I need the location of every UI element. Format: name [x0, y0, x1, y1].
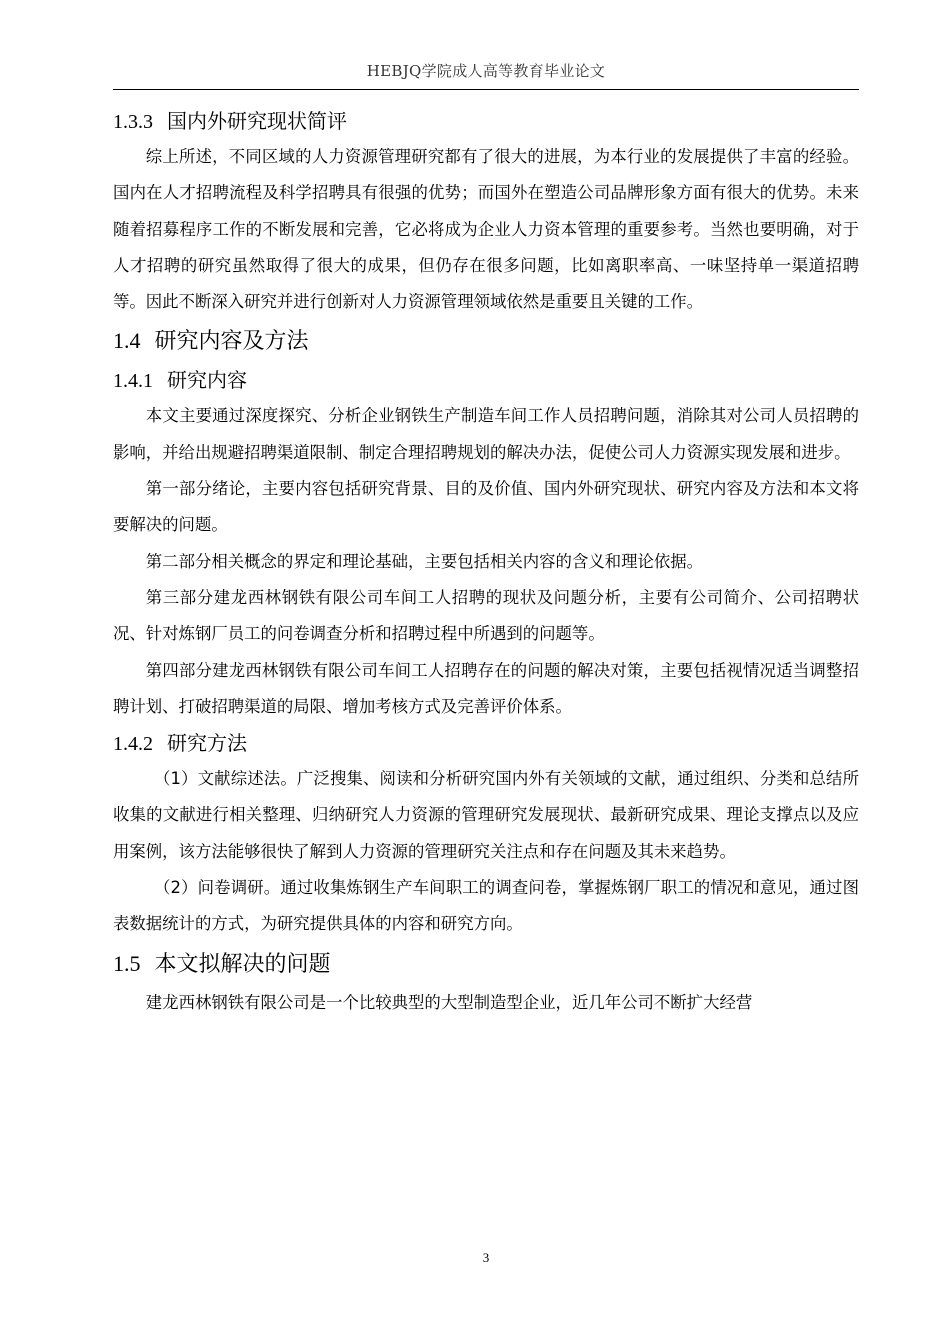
page-body — [113, 103, 859, 1021]
section-number: 1.3.3 — [113, 111, 153, 133]
method-item-paragraph: （2）问卷调研。通过收集炼钢生产车间职工的调查问卷，掌握炼钢厂职工的情况和意见，通过图表数据统计的方式，为研究提供具体的内容和研究方向。 — [113, 878, 859, 934]
paragraph: 第三部分建龙西林钢铁有限公司车间工人招聘的现状及问题分析，主要有公司简介、公司招聘状况、针对炼钢厂员工的问卷调查分析和招聘过程中所遇到的问题等。 — [113, 587, 859, 644]
section-heading-1-5 — [113, 943, 859, 985]
section-heading-1-4-1 — [113, 362, 859, 398]
section-heading-1-4 — [113, 320, 859, 362]
section-title: 国内外研究现状简评 — [167, 109, 347, 133]
section-heading-1-4-2 — [113, 725, 859, 761]
paragraph: 第二部分相关概念的界定和理论基础，主要包括相关内容的含义和理论依据。 — [145, 551, 704, 571]
section-title: 研究方法 — [167, 731, 247, 756]
section-number: 1.4.1 — [113, 370, 153, 393]
section-title: 本文拟解决的问题 — [154, 951, 331, 977]
method-item-paragraph: （1）文献综述法。广泛搜集、阅读和分析研究国内外有关领域的文献，通过组织、分类和总结所收集的文献进行相关整理、归纳研究人力资源的管理研究发展现状、最新研究成果、理论支撑点以及应用案例，该方法能够很快了解到人力资源的管理研究关注点和存在问题及其未来趋势。 — [113, 769, 859, 861]
paragraph: 第一部分绪论，主要内容包括研究背景、目的及价值、国内外研究现状、研究内容及方法和本文将要解决的问题。 — [113, 479, 859, 535]
section-number: 1.4 — [113, 328, 141, 354]
section-title: 研究内容及方法 — [154, 329, 309, 355]
section-heading-1-3-3 — [113, 103, 859, 139]
section-number: 1.4.2 — [113, 733, 153, 756]
paragraph: 本文主要通过深度探究、分析企业钢铁生产制造车间工作人员招聘问题，消除其对公司人员招聘的影响，并给出规避招聘渠道限制、制定合理招聘规划的解决办法，促使公司人力资源实现发展和进步。 — [113, 406, 859, 462]
section-number: 1.5 — [113, 950, 141, 976]
header-rule — [113, 89, 859, 90]
paragraph: 综上所述，不同区域的人力资源管理研究都有了很大的进展，为本行业的发展提供了丰富的经验。国内在人才招聘流程及科学招聘具有很强的优势；而国外在塑造公司品牌形象方面有很大的优势。未来随着招募程序工作的不断发展和完善，它必将成为企业人力资本管理的重要参考。当然也要明确，对于人才招聘的研究虽然取得了很大的成果，但仍存在很多问题，比如离职率高、一味坚持单一渠道招聘等。因此不断深入研究并进行创新对人力资源管理领域依然是重要且关键的工作。 — [113, 147, 859, 312]
paragraph: 建龙西林钢铁有限公司是一个比较典型的大型制造型企业，近几年公司不断扩大经营 — [145, 992, 753, 1012]
paragraph: 第四部分建龙西林钢铁有限公司车间工人招聘存在的问题的解决对策，主要包括视情况适当调整招聘计划、打破招聘渠道的局限、增加考核方式及完善评价体系。 — [113, 660, 859, 716]
page-number: 3 — [482, 1250, 490, 1265]
running-header: HEBJQ学院成人高等教育毕业论文 — [366, 62, 606, 80]
section-title: 研究内容 — [167, 368, 247, 393]
